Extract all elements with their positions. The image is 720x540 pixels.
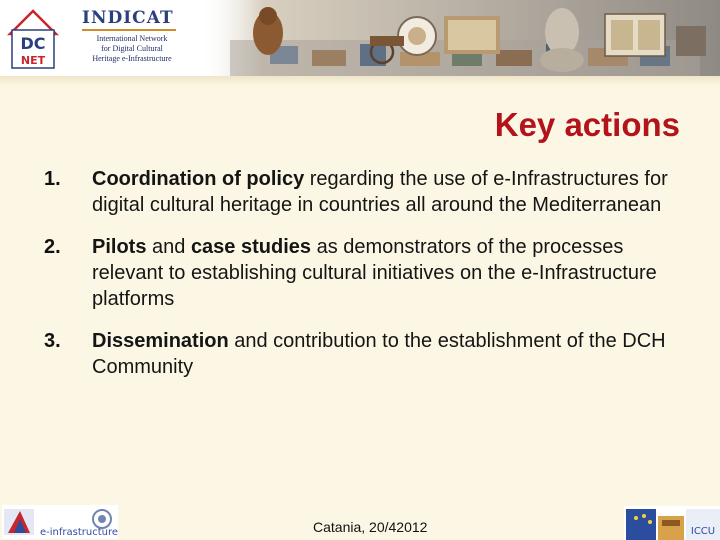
action-text-bold: case studies — [190, 236, 312, 258]
action-text-regular: and contribution to the establishment of the DCH Community — [92, 330, 666, 378]
action-text-regular: as demonstrators of the processes relevant to establishing cultural initiatives on the e-Infrastructure platforms — [92, 236, 657, 310]
footer-caption: Catania, 20/42012 — [313, 519, 428, 535]
action-text-bold: Dissemination — [92, 330, 229, 352]
header-banner — [0, 0, 720, 76]
action-item-1 — [44, 166, 694, 218]
header-divider — [0, 76, 720, 86]
indicat-logo-underline — [82, 29, 176, 31]
slide-title: Key actions — [494, 106, 680, 143]
action-number: 2. — [44, 236, 61, 258]
key-actions-list — [44, 166, 694, 396]
e-infrastructure-logo — [2, 505, 118, 539]
indicat-logo-title: INDICAT — [82, 8, 174, 28]
indicat-logo — [78, 6, 198, 70]
action-text-regular: and — [146, 236, 191, 258]
svg-text:NET: NET — [20, 54, 46, 67]
action-number: 1. — [44, 168, 61, 190]
action-text — [92, 328, 694, 380]
action-text-bold: Pilots — [92, 236, 147, 258]
action-text-bold: Coordination of policy — [92, 168, 305, 190]
indicat-logo-subtitle: International Network for Digital Cultural Heritage e-Infrastructure — [92, 34, 172, 63]
dcnet-logo — [4, 4, 62, 72]
action-text — [92, 166, 694, 218]
action-text-regular: regarding the use of e-Infrastructures for digital cultural heritage in countries all around the Mediterranean — [92, 168, 668, 216]
iccu-logo-text: ICCU — [690, 526, 716, 537]
partner-logos — [624, 506, 720, 540]
action-item-3 — [44, 328, 694, 380]
action-item-2 — [44, 234, 694, 312]
svg-text:DC: DC — [20, 34, 46, 53]
action-text — [92, 234, 694, 312]
heritage-photo-collage — [200, 0, 720, 76]
action-number: 3. — [44, 330, 61, 352]
e-infrastructure-logo-text: e-infrastructure — [40, 527, 118, 538]
